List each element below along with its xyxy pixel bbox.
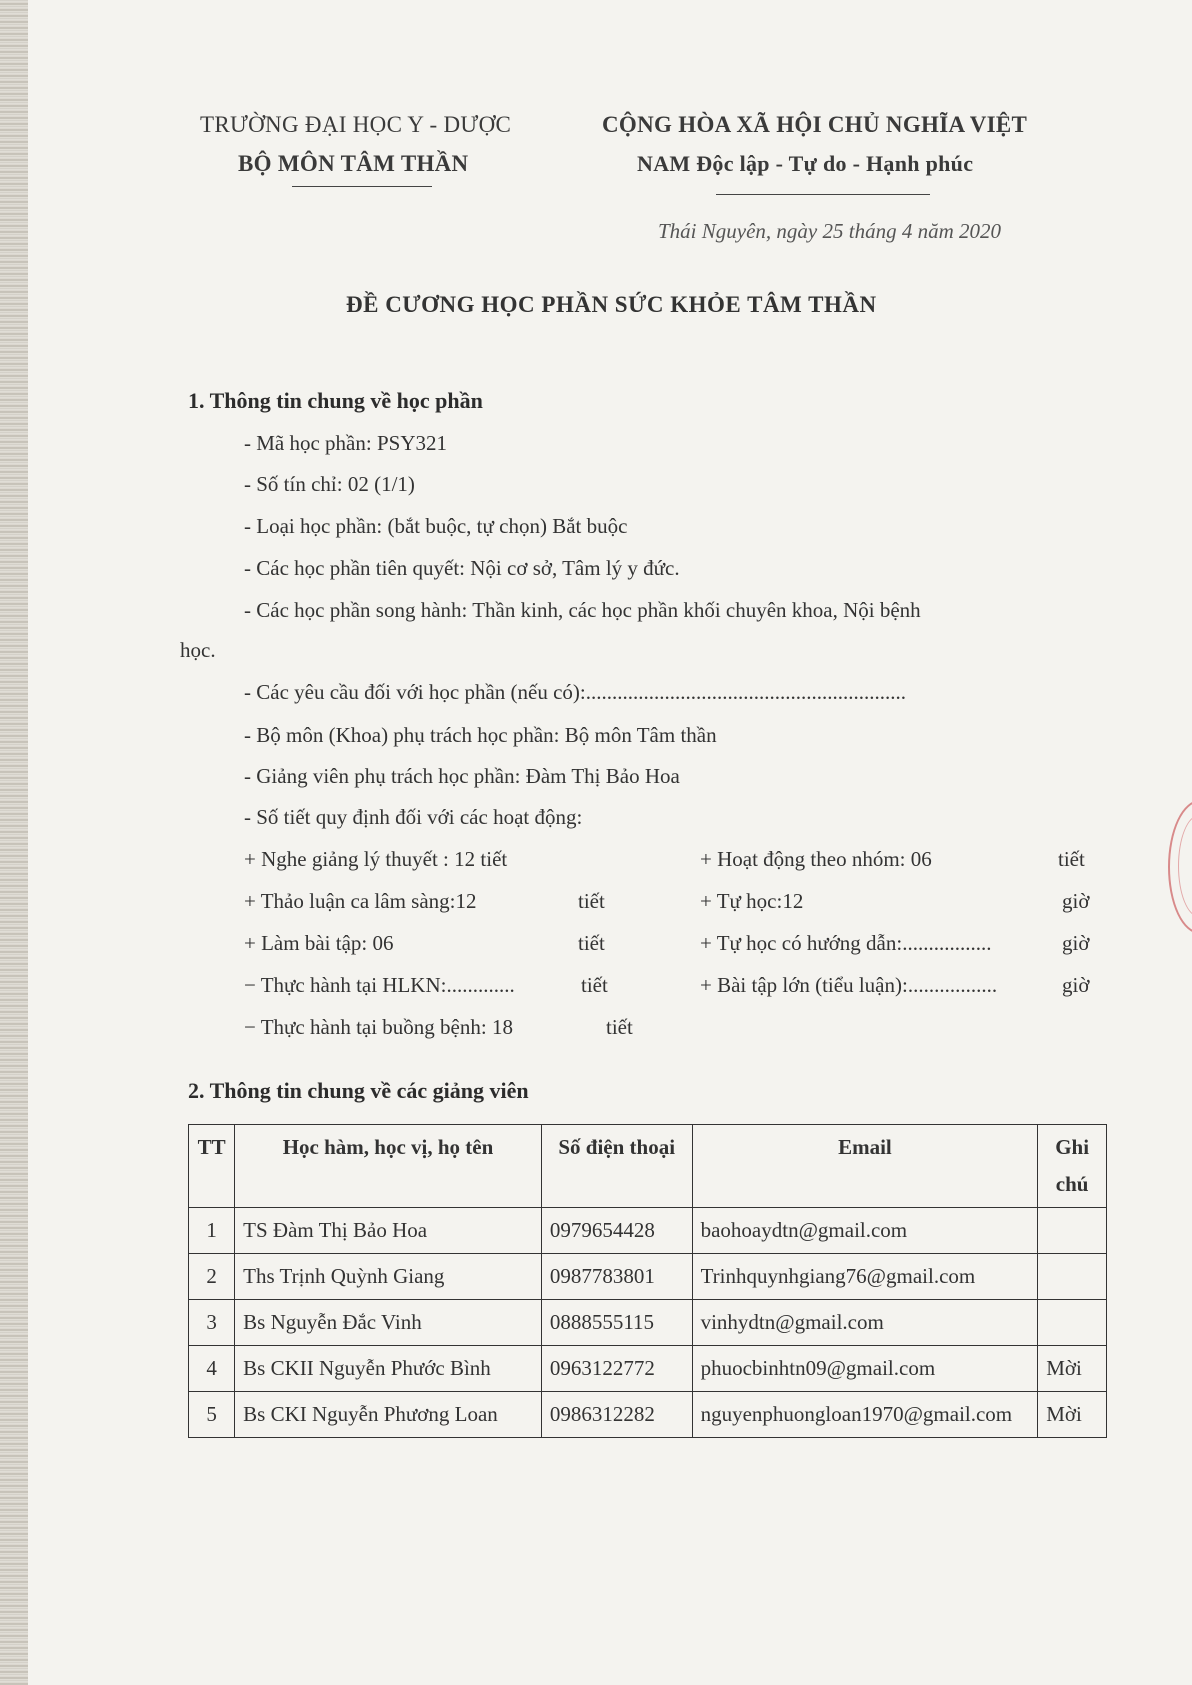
lecturer-table	[188, 1124, 1107, 1438]
cell-tt: 1	[189, 1208, 235, 1254]
left-header-underline	[292, 186, 432, 187]
cell-phone: 0888555115	[541, 1300, 692, 1346]
cell-phone: 0987783801	[541, 1254, 692, 1300]
hours-self-study-unit: giờ	[1062, 889, 1090, 913]
hours-guided-self-study-unit: giờ	[1062, 931, 1090, 955]
col-header-phone: Số điện thoại	[541, 1125, 692, 1208]
hours-group-activity: + Hoạt động theo nhóm: 06	[700, 847, 932, 871]
parallel-courses: - Các học phần song hành: Thần kinh, các học phần khối chuyên khoa, Nội bệnh	[244, 598, 921, 622]
hours-skills-lab: − Thực hành tại HLKN:.............	[244, 973, 515, 997]
requirements: - Các yêu cầu đối với học phần (nếu có):.............................................................	[244, 680, 906, 704]
cell-note: Mời	[1038, 1346, 1107, 1392]
republic-line: CỘNG HÒA XÃ HỘI CHỦ NGHĨA VIỆT	[602, 112, 1028, 137]
hours-exercises: + Làm bài tập: 06	[244, 931, 394, 955]
department-name: BỘ MÔN TÂM THẦN	[238, 151, 469, 176]
cell-name: Bs CKII Nguyễn Phước Bình	[235, 1346, 542, 1392]
cell-email: vinhydtn@gmail.com	[692, 1300, 1038, 1346]
cell-tt: 4	[189, 1346, 235, 1392]
responsible-department: - Bộ môn (Khoa) phụ trách học phần: Bộ môn Tâm thần	[244, 723, 717, 747]
parallel-courses-cont: học.	[180, 638, 216, 662]
hours-major-assignment-unit: giờ	[1062, 973, 1090, 997]
cell-name: Ths Trịnh Quỳnh Giang	[235, 1254, 542, 1300]
hours-ward-practice: − Thực hành tại buồng bệnh: 18	[244, 1015, 513, 1039]
hours-case-discussion-unit: tiết	[578, 889, 605, 913]
document-title: ĐỀ CƯƠNG HỌC PHẦN SỨC KHỎE TÂM THẦN	[346, 292, 877, 317]
cell-note	[1038, 1300, 1107, 1346]
school-name: TRƯỜNG ĐẠI HỌC Y - DƯỢC	[200, 112, 512, 137]
hours-guided-self-study: + Tự học có hướng dẫn:.................	[700, 931, 992, 955]
course-type: - Loại học phần: (bắt buộc, tự chọn) Bắt buộc	[244, 514, 628, 538]
scan-binding-edge	[0, 0, 28, 1685]
hours-skills-lab-unit: tiết	[581, 973, 608, 997]
hours-ward-practice-unit: tiết	[606, 1015, 633, 1039]
cell-tt: 3	[189, 1300, 235, 1346]
cell-note	[1038, 1208, 1107, 1254]
table-row	[189, 1254, 1107, 1300]
responsible-lecturer: - Giảng viên phụ trách học phần: Đàm Thị Bảo Hoa	[244, 764, 680, 788]
table-row	[189, 1392, 1107, 1438]
table-row	[189, 1300, 1107, 1346]
col-header-tt: TT	[189, 1125, 235, 1208]
col-header-name: Học hàm, học vị, họ tên	[235, 1125, 542, 1208]
cell-phone: 0986312282	[541, 1392, 692, 1438]
hours-intro: - Số tiết quy định đối với các hoạt động:	[244, 805, 583, 829]
col-header-email: Email	[692, 1125, 1038, 1208]
hours-self-study: + Tự học:12	[700, 889, 804, 913]
cell-email: phuocbinhtn09@gmail.com	[692, 1346, 1038, 1392]
table-row	[189, 1208, 1107, 1254]
cell-note	[1038, 1254, 1107, 1300]
section2-heading: 2. Thông tin chung về các giảng viên	[188, 1078, 529, 1103]
table-header-row	[189, 1125, 1107, 1208]
cell-note: Mời	[1038, 1392, 1107, 1438]
hours-major-assignment: + Bài tập lớn (tiểu luận):.................	[700, 973, 998, 997]
cell-email: baohoaydtn@gmail.com	[692, 1208, 1038, 1254]
document-date: Thái Nguyên, ngày 25 tháng 4 năm 2020	[658, 219, 1001, 243]
cell-phone: 0963122772	[541, 1346, 692, 1392]
cell-email: nguyenphuongloan1970@gmail.com	[692, 1392, 1038, 1438]
cell-tt: 5	[189, 1392, 235, 1438]
section1-heading: 1. Thông tin chung về học phần	[188, 388, 483, 413]
cell-phone: 0979654428	[541, 1208, 692, 1254]
hours-exercises-unit: tiết	[578, 931, 605, 955]
cell-name: Bs Nguyễn Đắc Vinh	[235, 1300, 542, 1346]
cell-name: TS Đàm Thị Bảo Hoa	[235, 1208, 542, 1254]
hours-lecture: + Nghe giảng lý thuyết : 12 tiết	[244, 847, 508, 871]
right-header-underline	[716, 194, 930, 195]
hours-case-discussion: + Thảo luận ca lâm sàng:12	[244, 889, 477, 913]
course-code: - Mã học phần: PSY321	[244, 431, 447, 455]
col-header-note: Ghi chú	[1038, 1125, 1107, 1208]
cell-tt: 2	[189, 1254, 235, 1300]
cell-email: Trinhquynhgiang76@gmail.com	[692, 1254, 1038, 1300]
hours-group-activity-unit: tiết	[1058, 847, 1085, 871]
cell-name: Bs CKI Nguyễn Phương Loan	[235, 1392, 542, 1438]
credits: - Số tín chỉ: 02 (1/1)	[244, 472, 415, 496]
table-row	[189, 1346, 1107, 1392]
prerequisites: - Các học phần tiên quyết: Nội cơ sở, Tâm lý y đức.	[244, 556, 680, 580]
motto-line: NAM Độc lập - Tự do - Hạnh phúc	[637, 151, 974, 176]
